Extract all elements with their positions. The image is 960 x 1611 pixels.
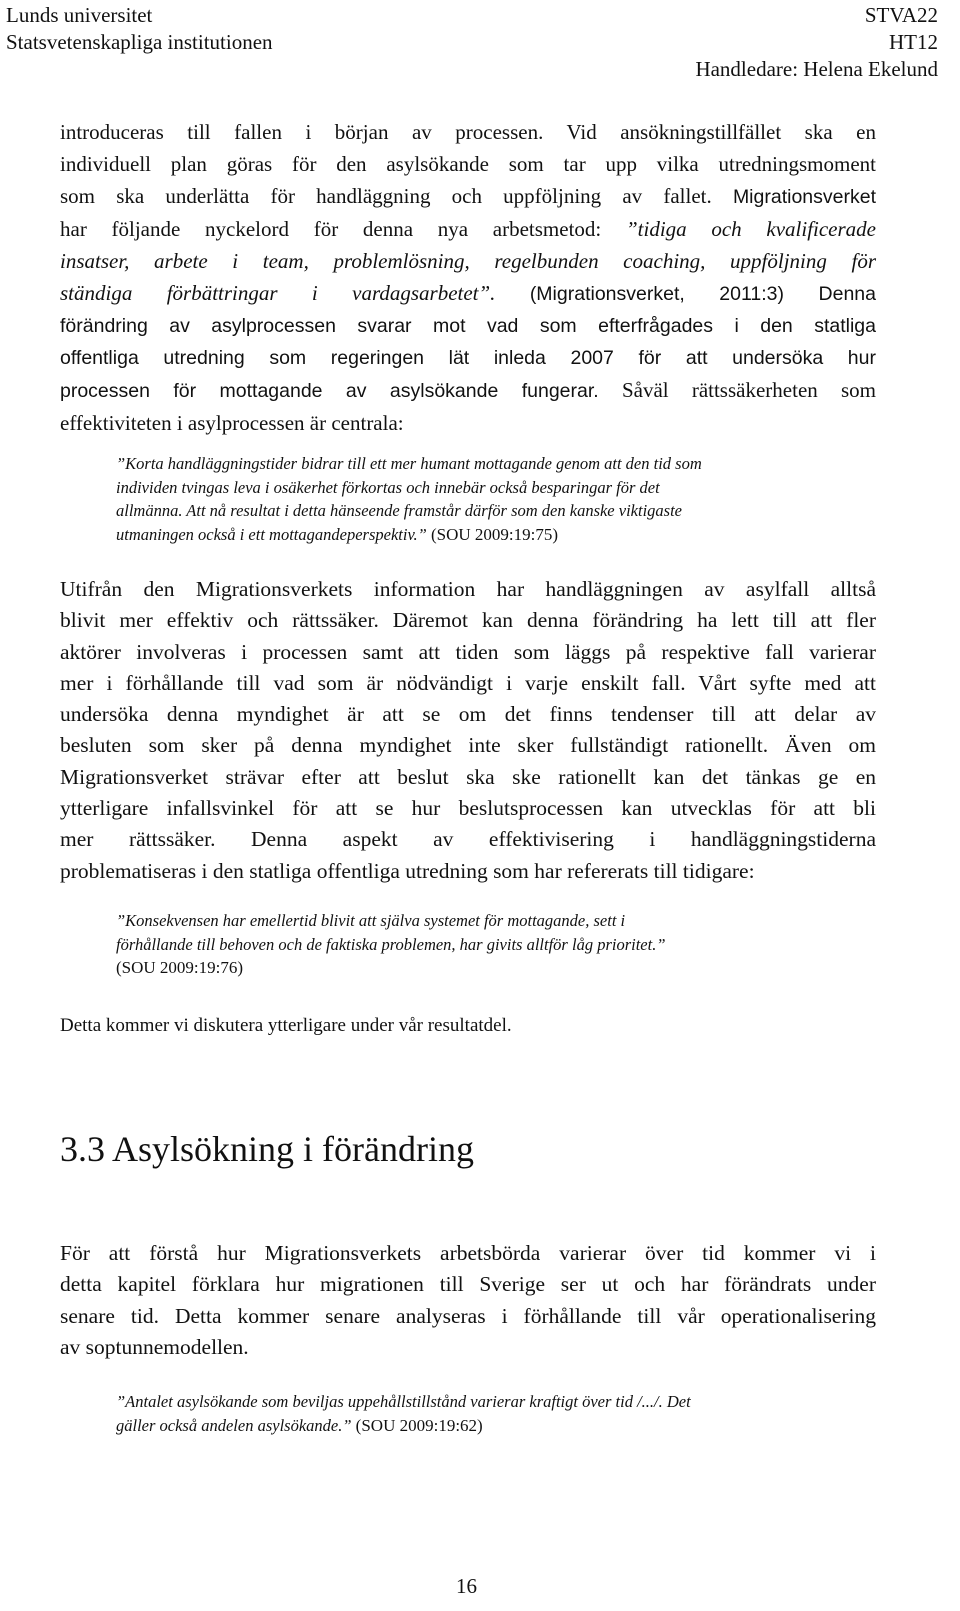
- department-name: Statsvetenskapliga institutionen: [6, 30, 273, 54]
- quote-line: [116, 909, 856, 933]
- text-line: individuell plan göras för den asylsökande som tar upp vilka utredningsmoment: [60, 152, 876, 176]
- paragraph-2: [60, 574, 876, 887]
- quote-reference: (SOU 2009:19:62): [355, 1415, 483, 1435]
- university-name: Lunds universitet: [6, 3, 153, 27]
- quoted-keywords: ständiga förbättringar i vardagsarbetet”.: [60, 281, 496, 305]
- text-line: För att förstå hur Migrationsverkets arbetsbörda varierar över tid kommer vi i: [60, 1241, 876, 1265]
- text-line: Migrationsverket strävar efter att beslut ska ske rationellt kan det tänkas ge en: [60, 764, 876, 789]
- text-line: Detta kommer vi diskutera ytterligare under vår resultatdel.: [60, 1015, 512, 1036]
- quoted-keywords: ”tidiga och kvalificerade: [625, 217, 876, 241]
- quote-line: [116, 499, 856, 523]
- text-line: aktörer involveras i processen samt att tiden som läggs på respektive fall varierar: [60, 639, 876, 664]
- text-segment: Migrationsverket: [732, 186, 876, 208]
- text-line: [60, 277, 876, 310]
- text-line: senare tid. Detta kommer senare analyseras i förhållande till vår operationalisering: [60, 1303, 876, 1328]
- citation: (Migrationsverket, 2011:3) Denna: [529, 283, 876, 305]
- paragraph-3: [60, 1012, 876, 1040]
- text-line: av soptunnemodellen.: [60, 1334, 249, 1359]
- text-line: problematiseras i den statliga offentliga utredning som har refererats till tidigare:: [60, 858, 755, 883]
- quote-reference: (SOU 2009:19:76): [116, 958, 244, 977]
- block-quote-1: [116, 452, 856, 546]
- header-left: [6, 2, 273, 56]
- paragraph-4: [60, 1238, 876, 1363]
- text-line: effektiviteten i asylprocessen är centrala:: [60, 411, 404, 435]
- quote-line: [116, 452, 856, 476]
- quote-text: förhållande till behoven och de faktiska problemen, har givits alltför låg prioritet.”: [116, 934, 666, 954]
- quote-text: allmänna. Att nå resultat i detta hänseende framstår därför som den kanske viktigaste: [116, 501, 682, 520]
- text-line: [60, 180, 876, 213]
- text-line: besluten som sker på denna myndighet inte sker fullständigt rationellt. Även om: [60, 733, 876, 758]
- text-line: Utifrån den Migrationsverkets information har handläggningen av asylfall alltså: [60, 577, 876, 601]
- quote-line: [116, 933, 856, 957]
- quote-line: [116, 1390, 856, 1414]
- text-line: offentliga utredning som regeringen lät inleda 2007 för att undersöka hur: [60, 347, 876, 369]
- text-segment: har följande nyckelord för denna nya arbetsmetod:: [60, 217, 602, 241]
- quote-text: ”Antalet asylsökande som beviljas uppehållstillstånd varierar kraftigt över tid /.../. Det: [116, 1392, 691, 1411]
- text-line: introduceras till fallen i början av processen. Vid ansökningstillfället ska en: [60, 120, 876, 144]
- text-segment: som ska underlätta för handläggning och uppföljning av fallet.: [60, 184, 712, 208]
- text-line: [60, 245, 876, 277]
- quote-line: [116, 523, 856, 547]
- quote-text: individen tvingas leva i osäkerhet förkortas och innebär också besparingar för det: [116, 477, 660, 497]
- text-segment: Såväl rättssäkerheten som: [621, 378, 877, 402]
- quote-text: gäller också andelen asylsökande.”: [116, 1415, 352, 1435]
- block-quote-3: [116, 1390, 856, 1437]
- text-line: förändring av asylprocessen svarar mot vad som efterfrågades i den statliga: [60, 315, 876, 337]
- quote-line: [116, 476, 856, 500]
- text-line: undersöka denna myndighet är att se om det finns tendenser till att delar av: [60, 702, 876, 727]
- quote-line: [116, 1414, 856, 1438]
- quote-text: ”Korta handläggningstider bidrar till ett mer humant mottagande genom att den tid som: [116, 454, 702, 473]
- quote-text: utmaningen också i ett mottagandeperspektiv.”: [116, 524, 427, 544]
- quote-reference: (SOU 2009:19:75): [430, 524, 558, 544]
- term: HT12: [889, 30, 938, 54]
- text-line: [60, 213, 876, 245]
- paragraph-1: [60, 116, 876, 439]
- text-line: mer rättssäker. Denna aspekt av effektivisering i handläggningstiderna: [60, 827, 876, 852]
- quoted-keywords: insatser, arbete i team, problemlösning, regelbunden coaching, uppföljning för: [60, 249, 876, 273]
- text-segment: processen för mottagande av asylsökande fungerar.: [60, 380, 599, 402]
- block-quote-2: [116, 909, 856, 980]
- page-number: 16: [456, 1574, 477, 1598]
- text-line: detta kapitel förklara hur migrationen till Sverige ser ut och har förändrats under: [60, 1272, 876, 1297]
- header-right: [695, 2, 938, 83]
- text-line: blivit mer effektiv och rättssäker. Däremot kan denna förändring ha lett till att fler: [60, 608, 876, 633]
- text-line: mer i förhållande till vad som är nödvändigt i varje enskilt fall. Vårt syfte med att: [60, 670, 876, 695]
- text-line: [60, 374, 876, 407]
- course-code: STVA22: [864, 3, 938, 27]
- section-heading: 3.3 Asylsökning i förändring: [60, 1129, 474, 1169]
- supervisor: Handledare: Helena Ekelund: [695, 57, 938, 81]
- text-line: ytterligare infallsvinkel för att se hur beslutsprocessen kan utvecklas för att bli: [60, 796, 876, 821]
- quote-text: ”Konsekvensen har emellertid blivit att själva systemet för mottagande, sett i: [116, 911, 626, 930]
- quote-line: [116, 956, 856, 980]
